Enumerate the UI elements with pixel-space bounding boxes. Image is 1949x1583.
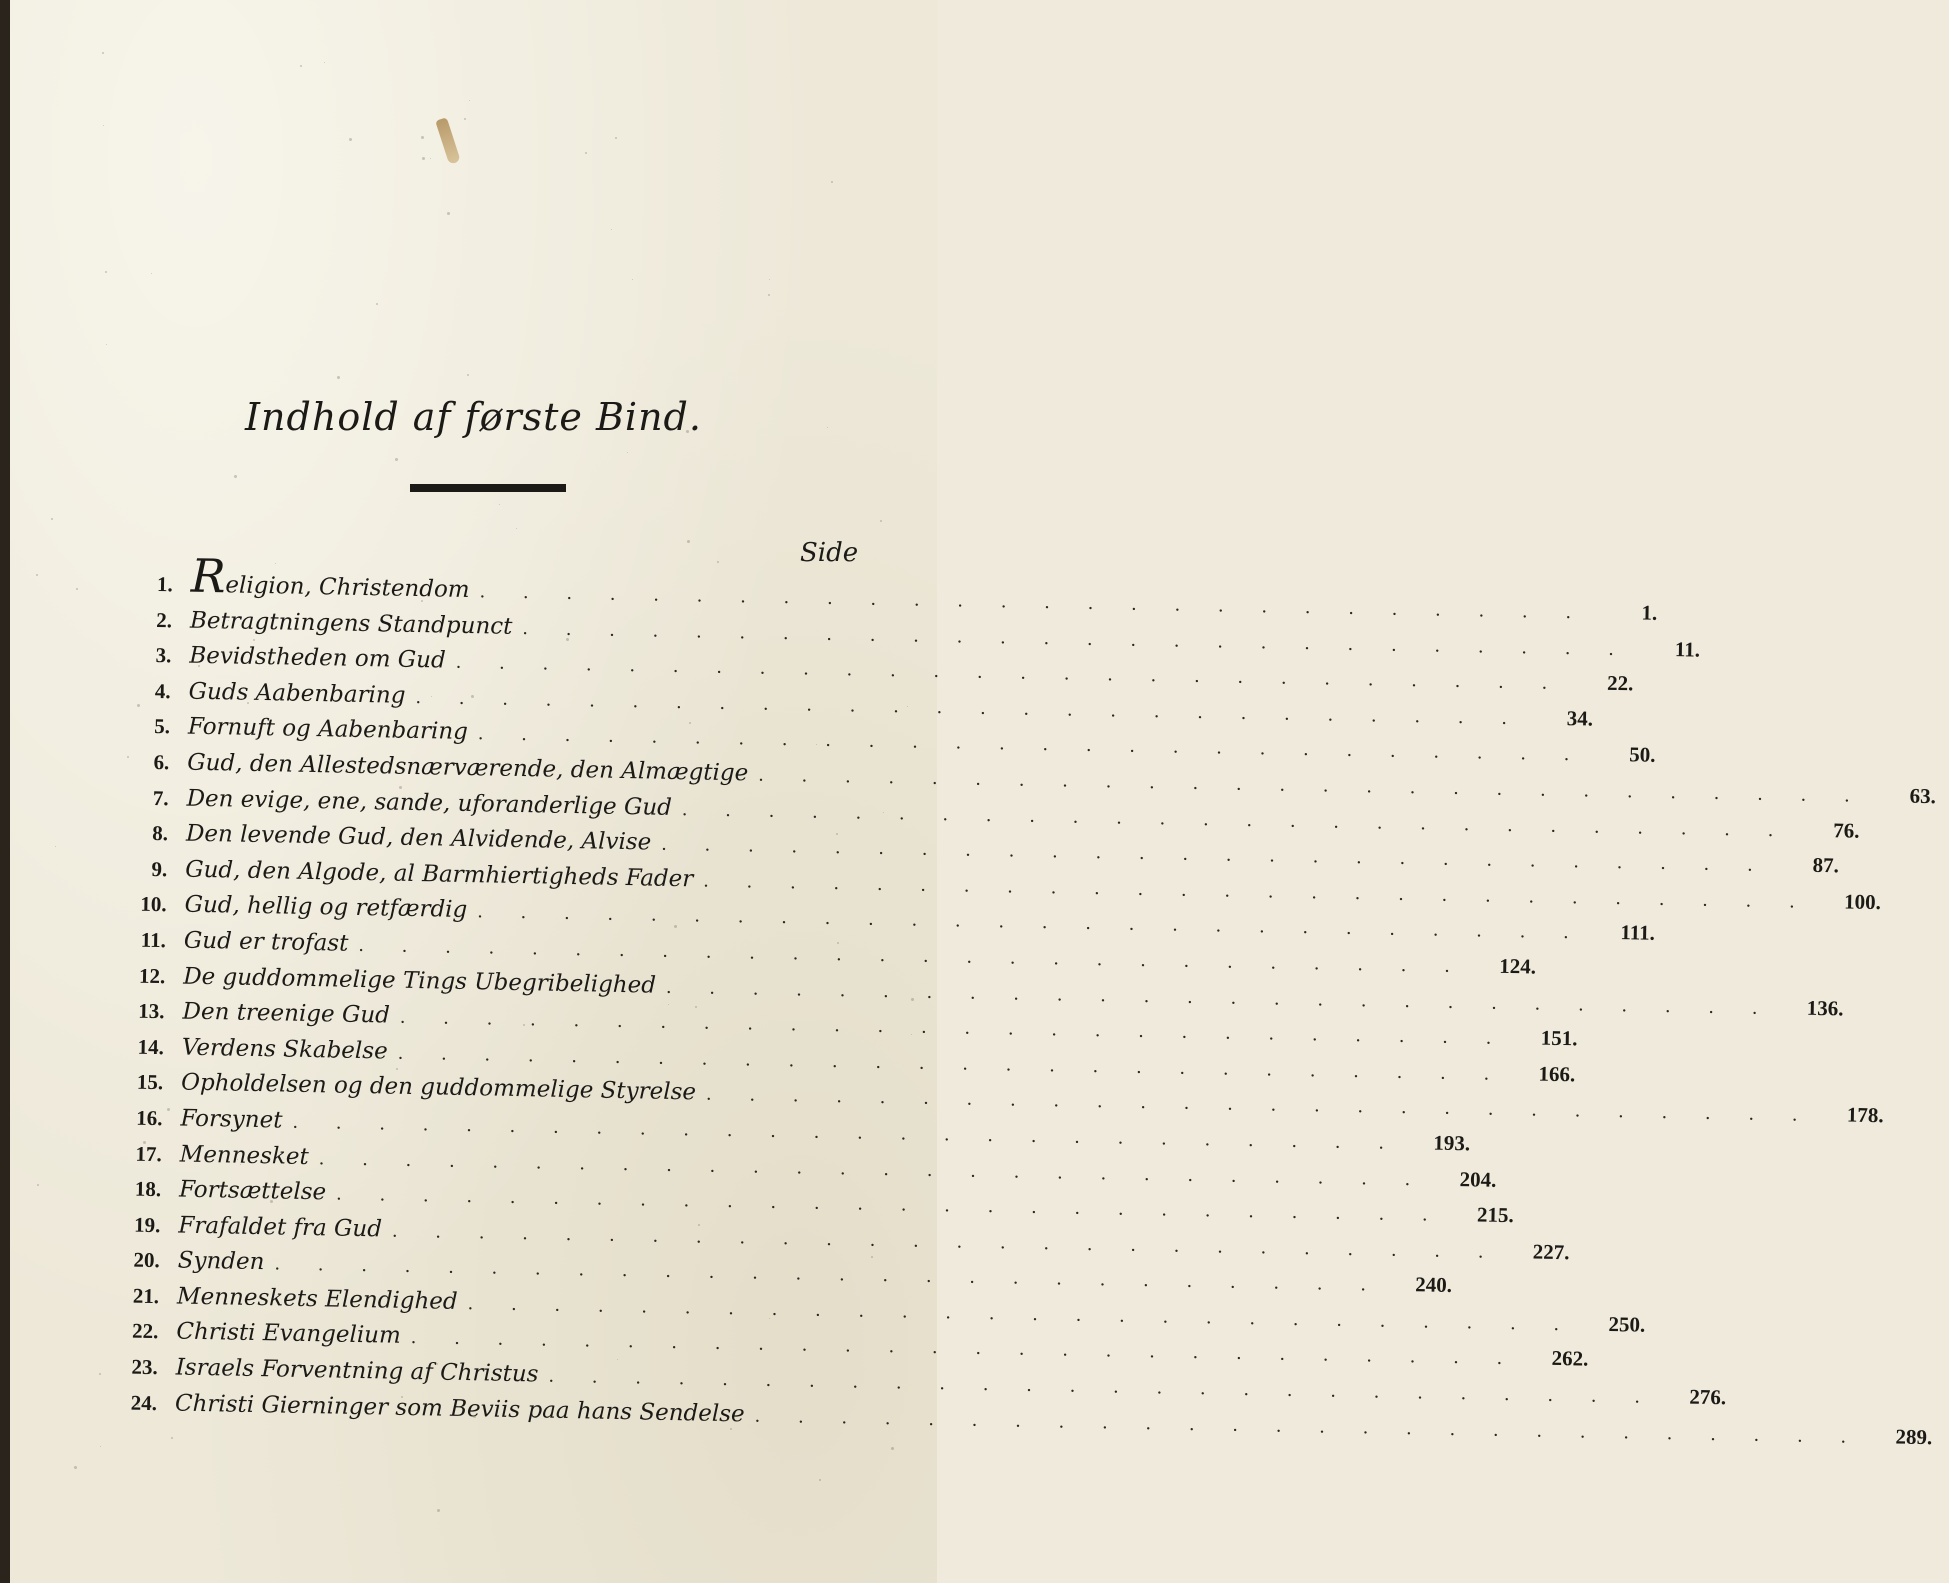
paper-speck [275, 563, 276, 564]
toc-leader-dots: . . . . . . . . . . . . . . . . . . . . . . . . . . [410, 1327, 1519, 1370]
paper-speck [768, 294, 770, 296]
paper-speck [686, 430, 689, 433]
toc-leader-dots: . . . . . . . . . . . . . . . . . . . . . . . . . . [477, 901, 1586, 944]
toc-entry-page: 215. [1476, 1202, 1514, 1228]
toc-leader-dots: . . . . . . . . . . . . . . . . . . . . . . . . . . [660, 833, 1770, 877]
toc-entry-page: 22. [1606, 671, 1634, 696]
paper-speck [632, 279, 633, 280]
paper-speck [151, 273, 152, 274]
paper-speck [102, 52, 104, 54]
toc-leader-dots: . . . . . . . . . . . . . . . . . . . . . . . . . . [399, 1006, 1508, 1050]
toc-entry-page: 204. [1459, 1166, 1497, 1192]
toc-entry-number: 6. [153, 749, 170, 775]
toc-leader-dots: . . . . . . . . . . . . . . . . . . . . . . . . . . [391, 1220, 1500, 1263]
paper-speck [469, 100, 470, 101]
toc-entry-number: 14. [137, 1034, 165, 1059]
toc-leader-dots: . . . . . . . . . . . . . . . . . . . . . . . . . . [455, 651, 1564, 695]
paper-speck [106, 344, 107, 345]
paper-speck [717, 561, 719, 563]
toc-entry-page: 136. [1806, 995, 1844, 1020]
toc-entry-page: 11. [1674, 636, 1701, 662]
toc-entry-page: 50. [1628, 742, 1656, 768]
paper-speck [566, 638, 569, 641]
paper-speck [674, 925, 677, 928]
toc-entry-title: Bevidstheden om Gud [189, 642, 446, 674]
toc-entry-number: 22. [131, 1319, 159, 1344]
toc-entry-title: Forsynet [180, 1105, 283, 1134]
toc-entry-number: 9. [151, 856, 168, 881]
toc-entry-page: 63. [1909, 783, 1937, 809]
toc-entry-title: Christi Gierninger som Beviis paa hans Sendelse [174, 1390, 745, 1428]
paper-speck [437, 1509, 440, 1512]
paper-speck [237, 1159, 238, 1160]
toc-entry-page: 34. [1566, 705, 1594, 731]
paper-speck [270, 1200, 273, 1203]
toc-leader-dots: . . . . . . . . . . . . . . . . . . . . . . . . . . [477, 723, 1586, 766]
paper-speck [137, 1404, 139, 1406]
toc-entry-number: 24. [130, 1390, 158, 1415]
toc-entry-page: 166. [1538, 1061, 1576, 1087]
paper-speck [247, 702, 249, 704]
toc-entry-number: 5. [154, 714, 171, 739]
paper-speck [300, 65, 302, 67]
toc-leader-dots: . . . . . . . . . . . . . . . . . . . . . . . . . . [274, 1253, 1383, 1296]
toc-entry-number: 23. [131, 1354, 158, 1380]
paper-speck [466, 883, 467, 884]
title-rule [410, 484, 566, 492]
paper-stain [435, 117, 461, 164]
paper-speck [467, 374, 469, 376]
paper-speck [431, 696, 432, 697]
paper-speck [615, 137, 617, 139]
paper-speck [698, 1224, 700, 1226]
toc-entry-title: Betragtningens Standpunct [189, 607, 513, 640]
toc-entry-number: 8. [151, 821, 169, 846]
paper-speck [730, 1428, 732, 1430]
paper-speck [395, 458, 398, 461]
toc-entry-page: 178. [1846, 1102, 1884, 1128]
toc-entry-title: Den treenige Gud [182, 998, 391, 1029]
paper-speck [907, 706, 908, 707]
toc-leader-dots: . . . . . . . . . . . . . . . . . . . . . . . . . . [522, 617, 1631, 660]
paper-speck [421, 600, 423, 602]
toc-leader-dots: . . . . . . . . . . . . . . . . . . . . . . . . . . [292, 1111, 1401, 1154]
paper-speck [911, 1034, 912, 1035]
paper-speck [103, 125, 104, 126]
toc-entry-page: 250. [1608, 1311, 1646, 1337]
toc-entry-title: Gud er trofast [183, 927, 349, 957]
toc-leader-dots: . . . . . . . . . . . . . . . . . . . . . . . . . . [681, 798, 1790, 841]
paper-speck [396, 1068, 398, 1070]
toc-entry-number: 11. [140, 927, 167, 953]
paper-speck [253, 639, 255, 641]
toc-entry-page: 262. [1551, 1346, 1589, 1372]
paper-speck [871, 1256, 873, 1258]
toc-entry-title: Gud, den Algode, al Barmhiertigheds Fader [185, 856, 694, 893]
toc-entry-title: De guddommelige Tings Ubegribelighed [182, 963, 657, 999]
toc-leader-dots: . . . . . . . . . . . . . . . . . . . . . . . . . . [548, 1365, 1657, 1408]
paper-speck [627, 452, 628, 453]
toc-entry-number: 10. [140, 892, 167, 917]
toc-leader-dots: . . . . . . . . . . . . . . . . . . . . . . . . . . [754, 1405, 1863, 1448]
paper-speck [837, 942, 839, 944]
paper-speck [473, 1415, 476, 1418]
toc-entry-title: Mennesket [179, 1141, 310, 1170]
paper-speck [911, 998, 914, 1001]
toc-entry-title [190, 548, 470, 604]
paper-speck [499, 504, 500, 505]
paper-speck [585, 152, 587, 154]
paper-speck [436, 1363, 438, 1365]
toc-leader-dots: . . . . . . . . . . . . . . . . . . . . . . . . . . [318, 1147, 1427, 1190]
paper-speck [523, 1024, 525, 1026]
toc-entry-title: Den levende Gud, den Alvidende, Alvise [185, 820, 652, 856]
paper-speck [324, 62, 325, 63]
toc-entry-title-rest: eligion, Christendom [225, 572, 470, 604]
paper-speck [127, 756, 129, 758]
toc-entry-number: 13. [138, 998, 165, 1024]
paper-speck [228, 620, 229, 621]
paper-speck [464, 118, 466, 120]
paper-speck [769, 1318, 770, 1319]
toc-entry-number: 4. [154, 678, 171, 704]
toc-entry-page: 276. [1689, 1384, 1727, 1410]
paper-speck [399, 786, 402, 789]
page-title: Indhold af første Bind. [245, 395, 702, 439]
paper-speck [36, 574, 38, 576]
toc-entry-page: 100. [1843, 889, 1882, 914]
toc-entry-title: Fornuft og Aabenbaring [187, 713, 469, 746]
paper-speck [447, 212, 450, 215]
toc-entry-title: Fortsættelse [178, 1176, 327, 1206]
toc-entry-page: 151. [1540, 1025, 1578, 1051]
paper-speck [617, 1359, 618, 1360]
paper-speck [687, 540, 690, 543]
toc-entry-title: Guds Aabenbaring [188, 678, 406, 709]
toc-entry-page: 1. [1641, 600, 1658, 625]
paper-speck [55, 846, 56, 847]
toc-entry-page: 240. [1415, 1272, 1453, 1298]
paper-speck [422, 157, 425, 160]
toc-entry-number: 3. [155, 643, 172, 668]
paper-speck [76, 588, 78, 590]
paper-speck [167, 1108, 170, 1111]
toc-entry-number: 18. [134, 1176, 162, 1202]
paper-speck [883, 812, 884, 813]
paper-speck [51, 518, 53, 520]
toc-leader-dots: . . . . . . . . . . . . . . . . . . . . . . . . . . [479, 581, 1588, 624]
paper-speck [430, 158, 431, 159]
paper-speck [819, 1479, 821, 1481]
toc-entry-title: Verdens Skabelse [181, 1034, 388, 1065]
toc-entry-title: Gud, den Allestedsnærværende, den Almægtige [187, 749, 749, 787]
toc-leader-dots: . . . . . . . . . . . . . . . . . . . . . . . . . . [705, 1083, 1814, 1127]
paper-speck [827, 427, 828, 428]
paper-speck [836, 833, 838, 835]
paper-speck [221, 626, 224, 629]
page-column-header: Side [800, 538, 859, 568]
toc-leader-dots: . . . . . . . . . . . . . . . . . . . . . . . . . . [415, 686, 1524, 730]
paper-speck [337, 376, 340, 379]
paper-speck [425, 1378, 428, 1381]
paper-speck [695, 1006, 697, 1008]
toc-leader-dots: . . . . . . . . . . . . . . . . . . . . . . . . . . [665, 976, 1774, 1019]
toc-entry-page: 124. [1498, 953, 1537, 979]
paper-speck [143, 1141, 146, 1144]
paper-speck [198, 665, 200, 667]
toc-entry-page: 193. [1433, 1130, 1471, 1156]
toc-entry-page: 289. [1895, 1424, 1933, 1449]
toc-entry-title: Israels Forventning af Christus [175, 1354, 539, 1388]
toc-entry-page: 87. [1812, 852, 1840, 878]
paper-speck [689, 722, 691, 724]
paper-speck [376, 303, 378, 305]
paper-speck [99, 1373, 101, 1375]
paper-speck [105, 271, 107, 273]
paper-speck [769, 279, 770, 280]
toc-entry-number: 15. [136, 1070, 164, 1095]
paper-speck [668, 1004, 669, 1005]
toc-entry-number: 17. [135, 1141, 163, 1166]
paper-speck [421, 136, 424, 139]
toc-entry-title: Christi Evangelium [176, 1318, 402, 1350]
paper-speck [891, 1447, 894, 1450]
toc-entry-number: 20. [133, 1247, 160, 1273]
toc-entry-title: Den evige, ene, sande, uforanderlige Gud [186, 785, 673, 821]
paper-speck [240, 1164, 241, 1165]
toc-leader-dots: . . . . . . . . . . . . . . . . . . . . . . . . . . [467, 1292, 1576, 1336]
toc-entry-number: 16. [136, 1105, 163, 1131]
paper-speck [880, 520, 882, 522]
toc-entry-number: 12. [138, 963, 166, 988]
toc-leader-dots: . . . . . . . . . . . . . . . . . . . . . . . . . . [358, 934, 1467, 978]
toc-entry-page: 111. [1620, 920, 1656, 946]
paper-speck [471, 695, 474, 698]
toc-entry-number: 2. [156, 607, 173, 632]
paper-speck [37, 1184, 39, 1186]
paper-speck [74, 1466, 77, 1469]
paper-speck [100, 1446, 101, 1447]
toc-entry-title: Menneskets Elendighed [176, 1283, 458, 1315]
paper-speck [528, 770, 529, 771]
toc-entry-page: 227. [1532, 1239, 1570, 1264]
paper-speck [171, 1437, 173, 1439]
toc-entry-number: 19. [133, 1212, 161, 1237]
toc-leader-dots: . . . . . . . . . . . . . . . . . . . . . . . . . . [397, 1042, 1506, 1085]
toc-entry-page: 76. [1832, 817, 1860, 843]
paper-speck [234, 475, 237, 478]
paper-speck [239, 1054, 240, 1055]
paper-speck [349, 138, 352, 141]
toc-entry-number: 21. [132, 1283, 160, 1309]
toc-entry-title: Opholdelsen og den guddommelige Styrelse [180, 1069, 697, 1106]
toc-leader-dots: . . . . . . . . . . . . . . . . . . . . . . . . . . [335, 1183, 1444, 1226]
toc-entry-title: Gud, hellig og retfærdig [184, 891, 468, 924]
paper-speck [816, 744, 817, 745]
paper-speck [611, 229, 612, 230]
toc-entry-number: 7. [152, 785, 169, 810]
toc-entry-number: 1. [156, 572, 173, 597]
toc-entry-title: Frafaldet fra Gud [178, 1212, 383, 1243]
paper-speck [516, 528, 517, 529]
toc-leader-dots: . . . . . . . . . . . . . . . . . . . . . . . . . . [703, 870, 1812, 913]
drop-capital: R [190, 548, 227, 604]
paper-speck [137, 704, 140, 707]
toc-leader-dots: . . . . . . . . . . . . . . . . . . . . . . . . . . [758, 764, 1867, 807]
paper-speck [401, 1396, 403, 1398]
toc-entry-title: Synden [177, 1247, 265, 1276]
paper-speck [831, 181, 833, 183]
